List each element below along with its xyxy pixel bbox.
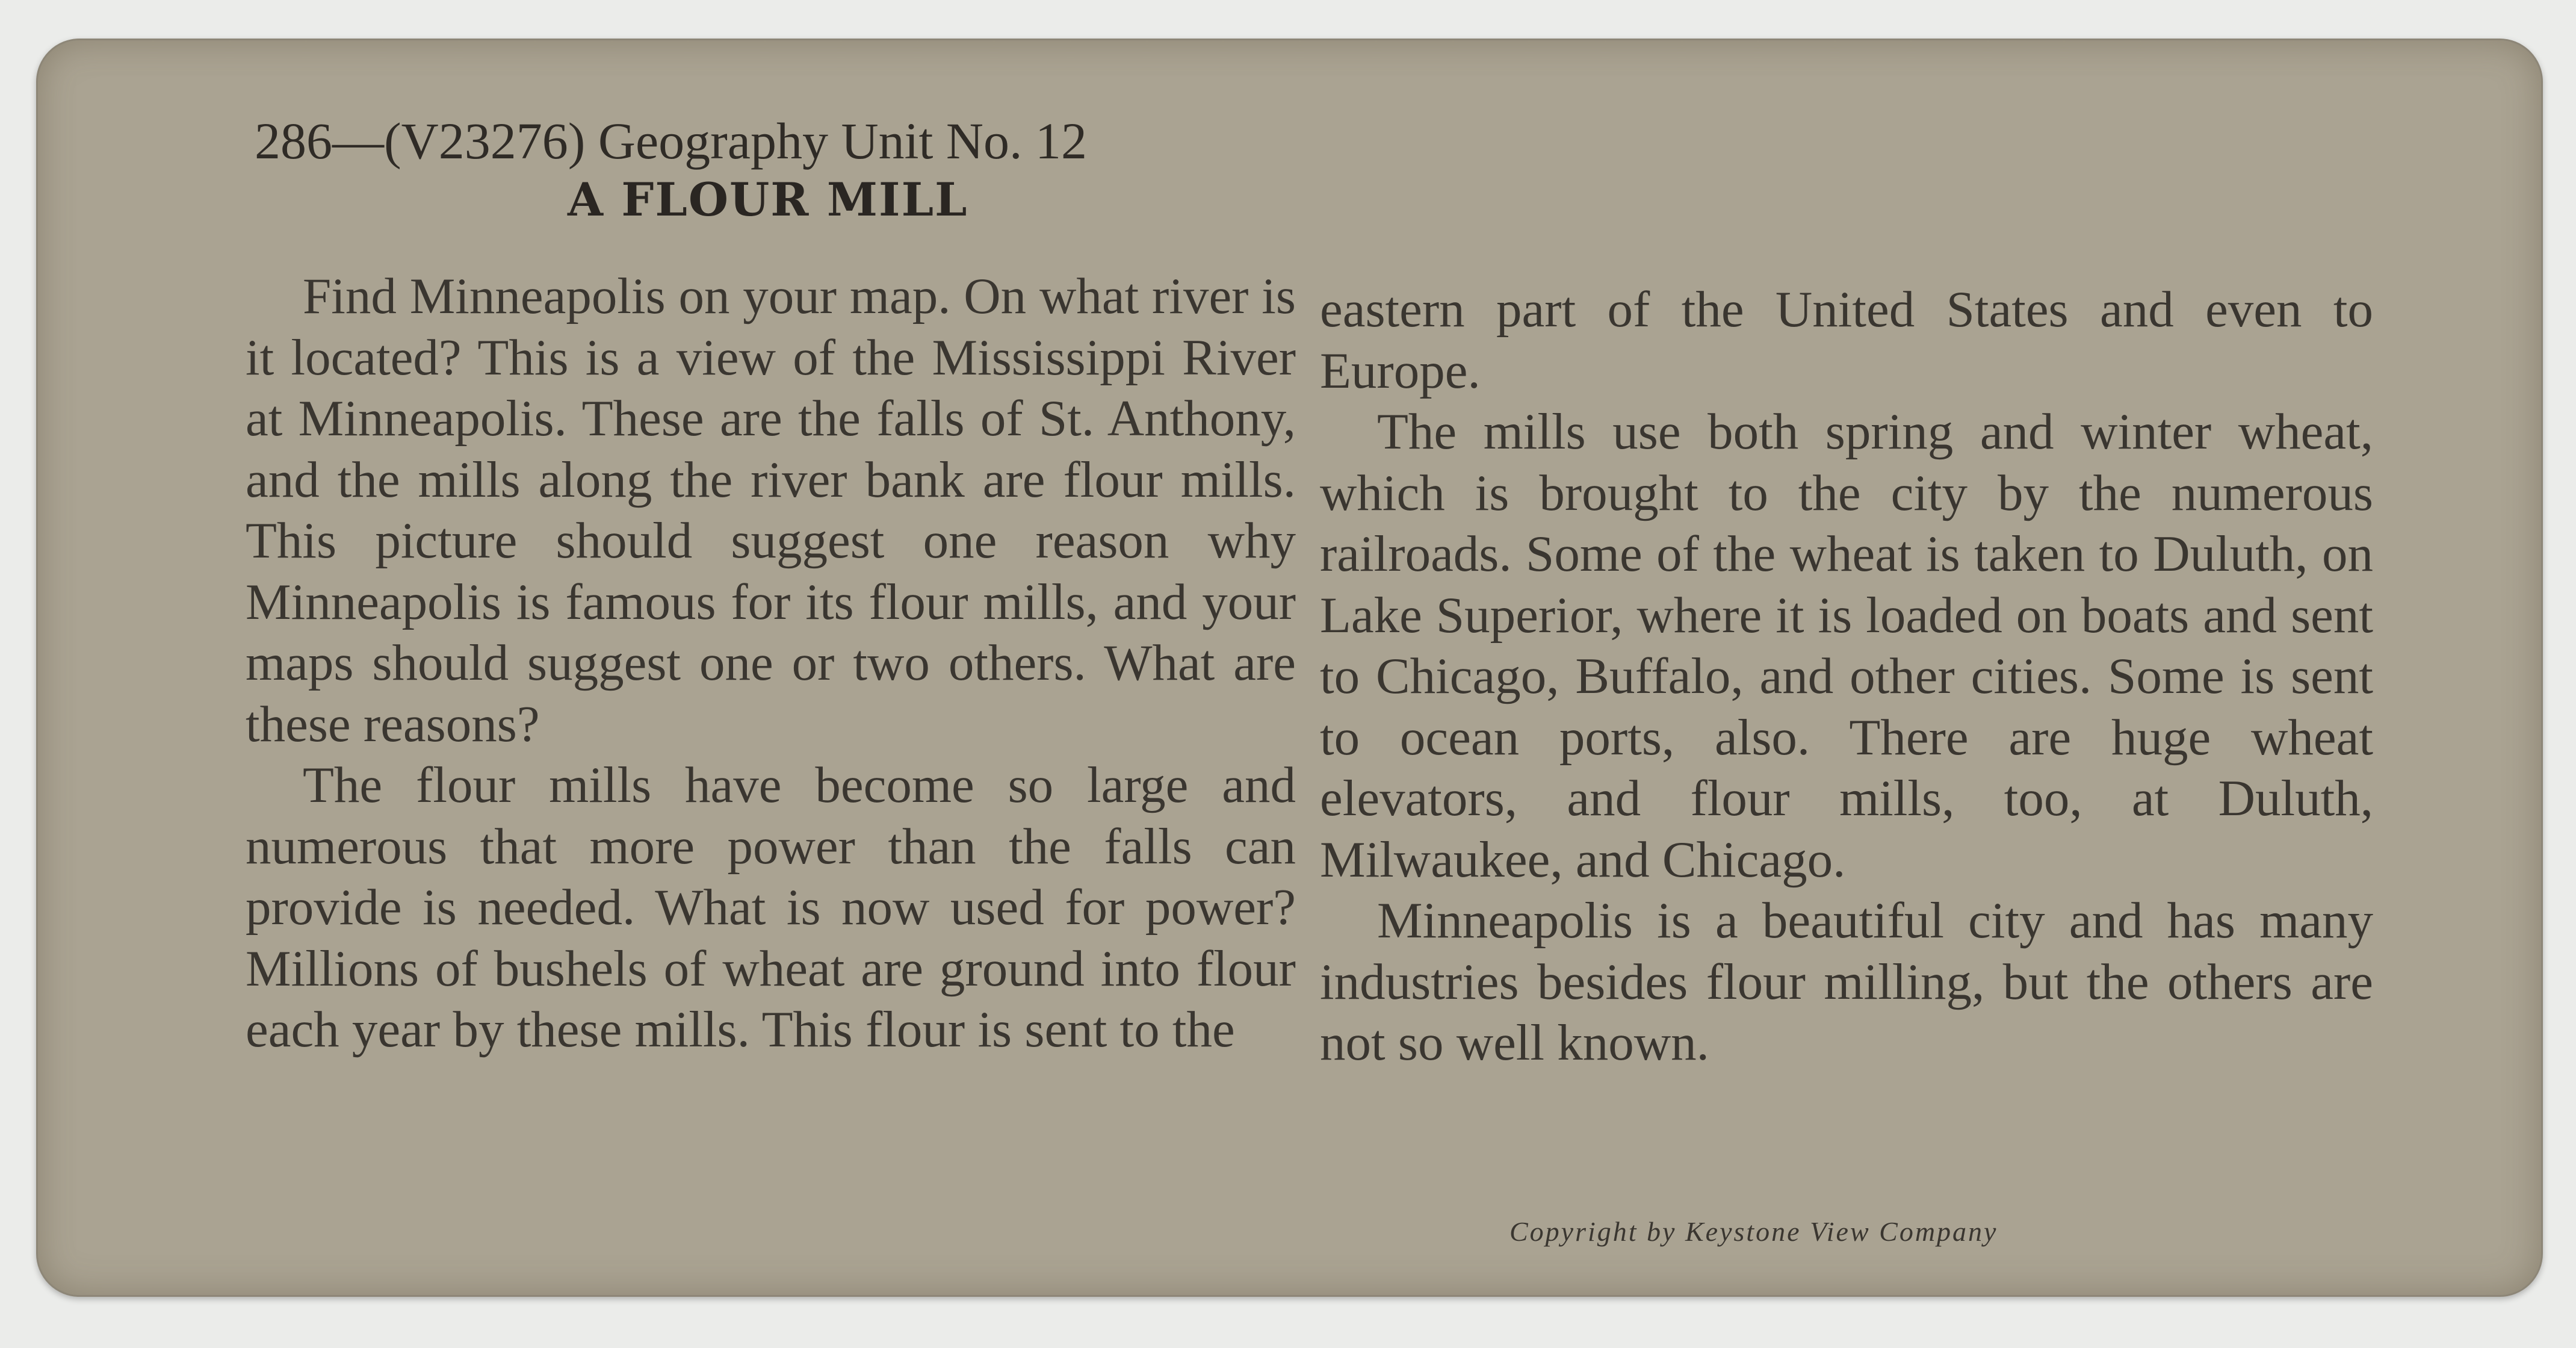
left-paragraph-2: The flour mills have become so large and numerous that more power than the falls can provide is needed. What is now used for power? Millions of bushels of wheat are ground into flour each year by these mills. This flour is sent to the: [246, 757, 1296, 1058]
copyright-notice: Copyright by Keystone View Company: [1509, 1216, 1998, 1247]
left-text-column: [246, 266, 1296, 1061]
right-paragraph-2: The mills use both spring and winter wheat, which is brought to the city by the numerous railroads. Some of the wheat is taken to Duluth, on Lake Superior, where it is loaded on boats and sent to Chicago, Buffalo, and other cities. Some is sent to ocean ports, also. There are huge wheat elevators, and flour mills, too, at Duluth, Milwaukee, and Chicago.: [1320, 403, 2373, 888]
right-text-column: [1320, 279, 2373, 1074]
right-paragraph-1: eastern part of the United States and even to Europe.: [1320, 281, 2373, 399]
stereoview-card-back: [36, 39, 2543, 1297]
left-paragraph-1: Find Minneapolis on your map. On what river is it located? This is a view of the Mississippi River at Minneapolis. These are the falls of St. Anthony, and the mills along the river bank are flour mills. This picture should suggest one reason why Minneapolis is famous for its flour mills, and your maps should suggest one or two others. What are these reasons?: [246, 268, 1296, 753]
right-paragraph-3: Minneapolis is a beautiful city and has many industries besides flour milling, but the others are not so well known.: [1320, 892, 2373, 1071]
card-header: 286—(V23276) Geography Unit No. 12: [255, 112, 1087, 170]
card-title: A FLOUR MILL: [568, 173, 968, 226]
